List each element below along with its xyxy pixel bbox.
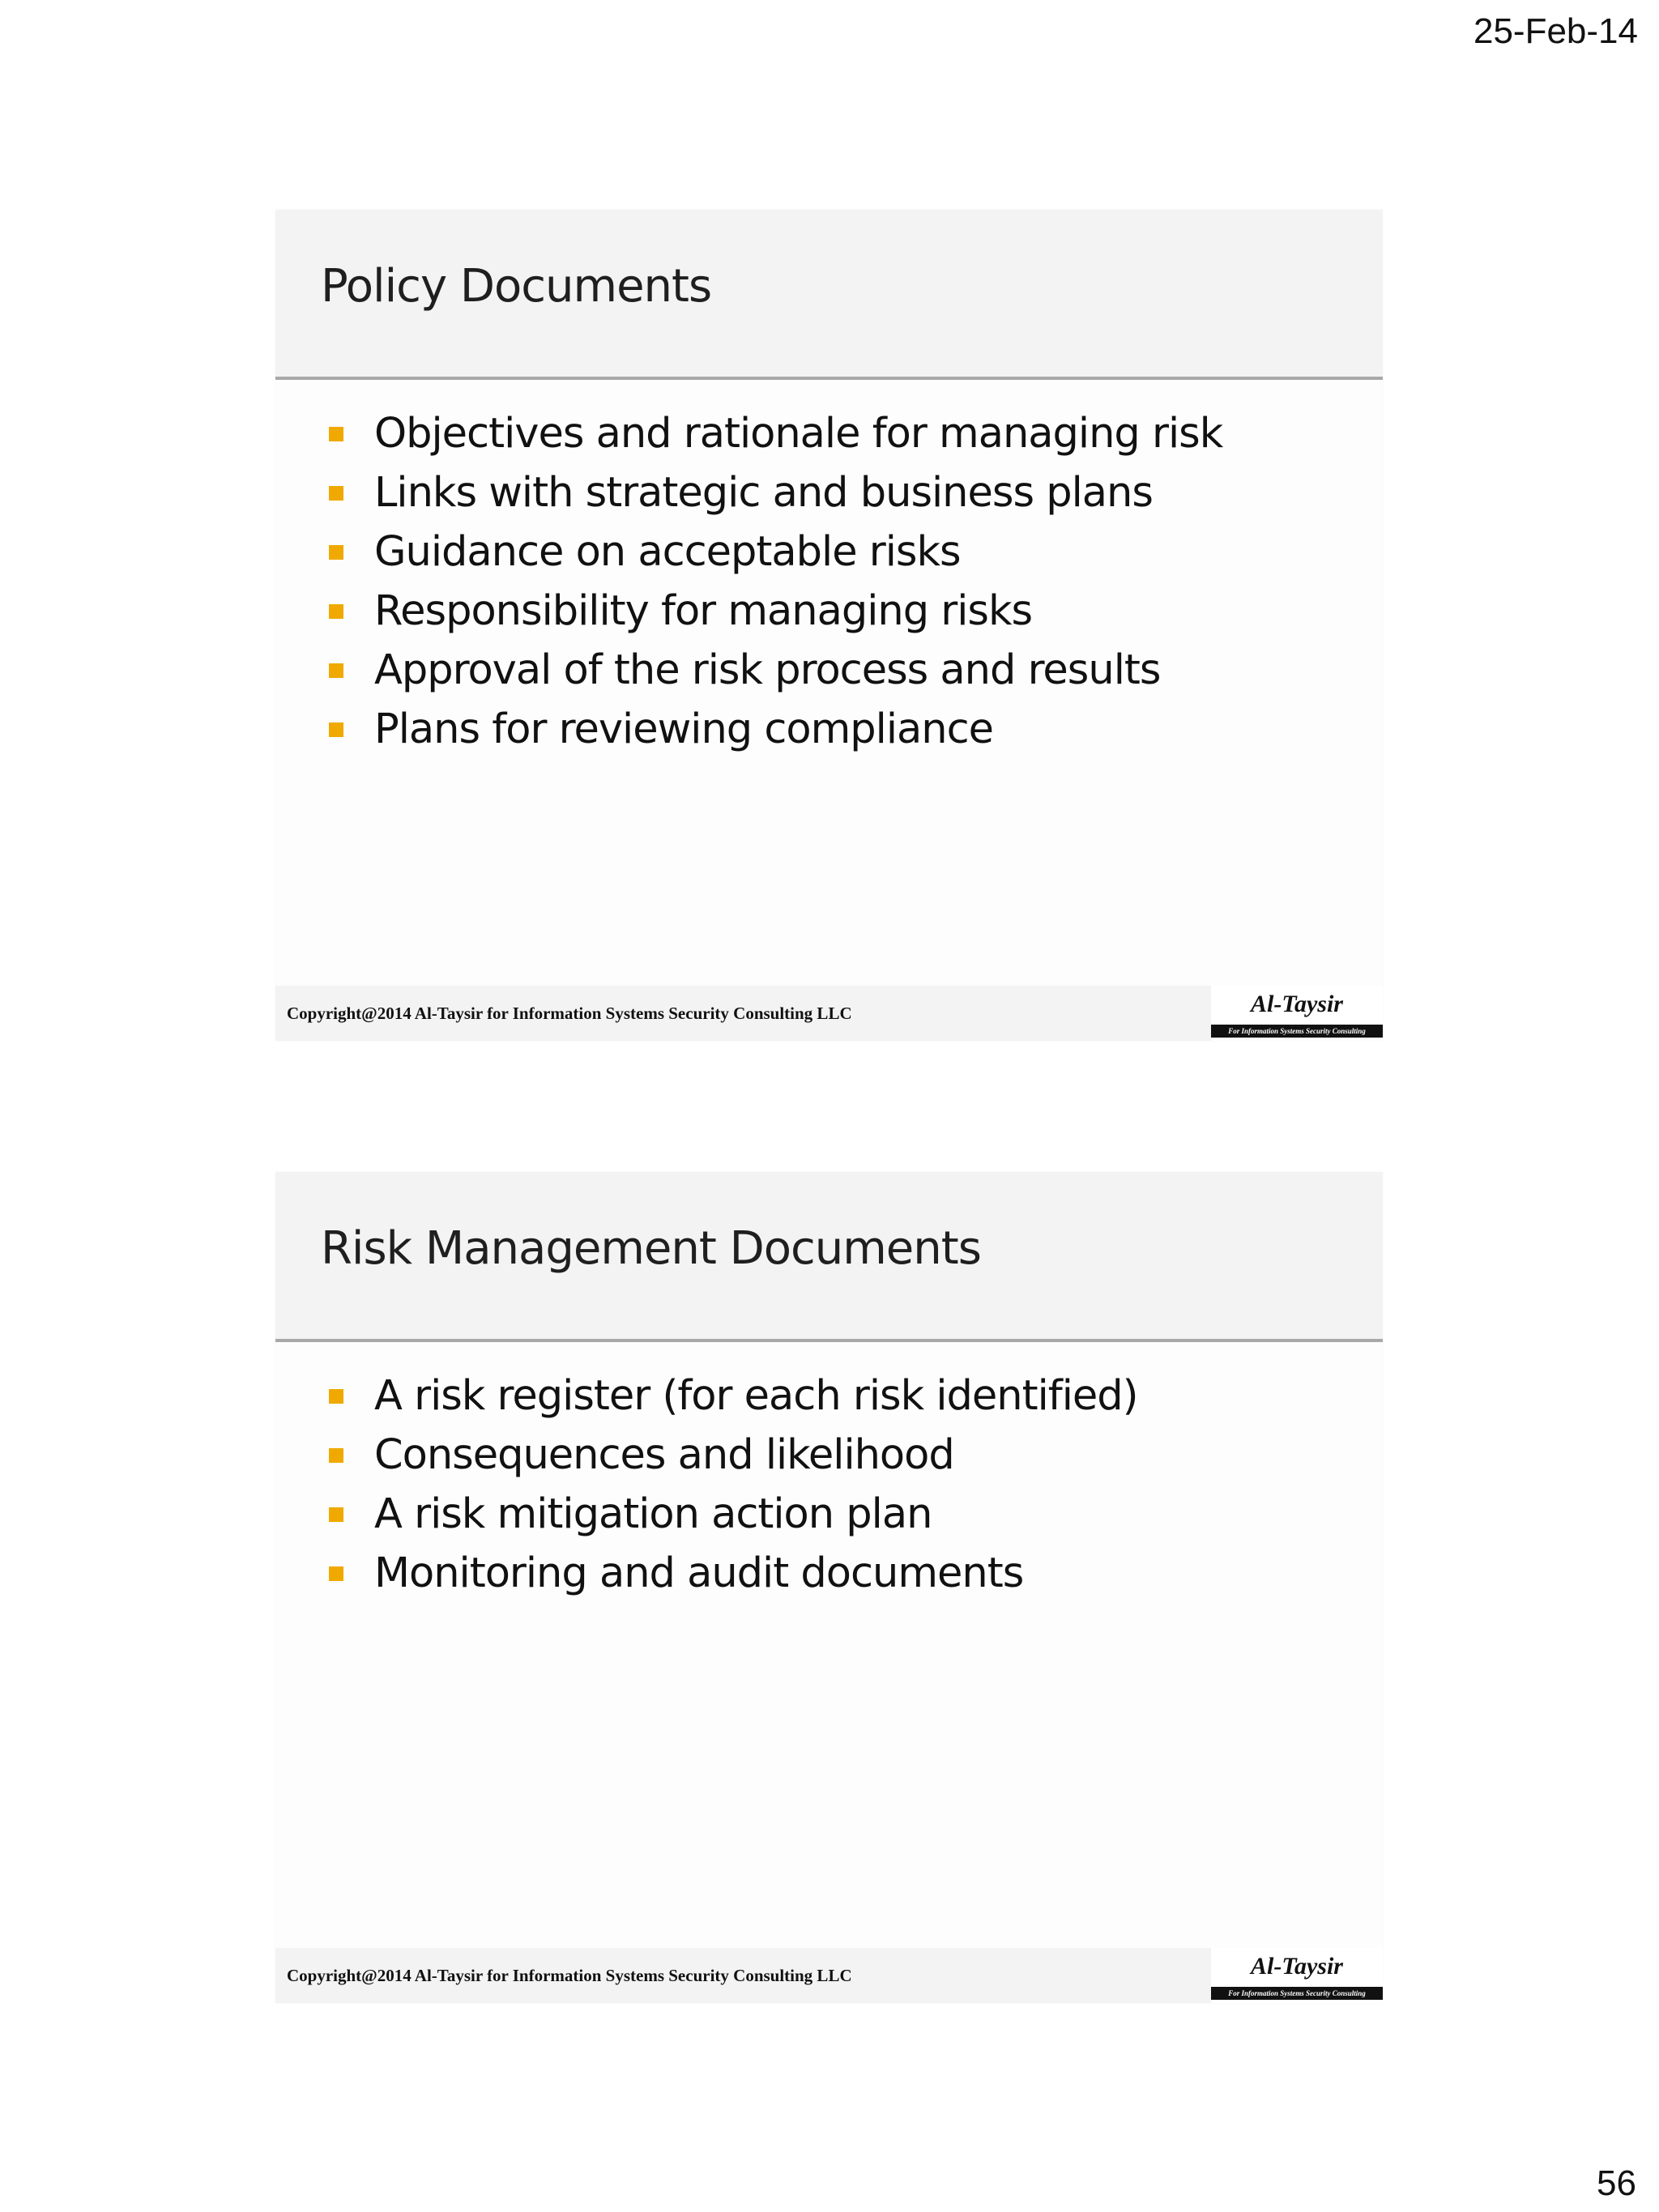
bullet-text: A risk register (for each risk identified) [374, 1372, 1138, 1420]
list-item [329, 700, 1222, 759]
logo-tagline: For Information Systems Security Consulting [1211, 1025, 1383, 1038]
company-logo [1211, 1948, 1383, 2003]
slide-policy-documents [275, 210, 1383, 1041]
bullet-text: Responsibility for managing risks [374, 587, 1033, 635]
slide-title: Risk Management Documents [321, 1222, 981, 1275]
bullet-text: A risk mitigation action plan [374, 1490, 932, 1538]
logo-name: Al-Taysir [1251, 991, 1343, 1017]
slide-title: Policy Documents [321, 260, 712, 313]
logo-name: Al-Taysir [1251, 1953, 1343, 1980]
bullet-text: Monitoring and audit documents [374, 1549, 1024, 1597]
bullet-text: Approval of the risk process and results [374, 646, 1161, 694]
bullet-list [329, 404, 1222, 759]
square-bullet-icon [329, 663, 343, 678]
square-bullet-icon [329, 604, 343, 619]
slide-risk-management-documents [275, 1172, 1383, 2003]
square-bullet-icon [329, 545, 343, 560]
square-bullet-icon [329, 427, 343, 441]
slide-footer [275, 986, 1383, 1041]
list-item [329, 641, 1222, 700]
square-bullet-icon [329, 1507, 343, 1522]
square-bullet-icon [329, 1566, 343, 1581]
slide-footer [275, 1948, 1383, 2003]
list-item [329, 1544, 1138, 1603]
page-number: 56 [1597, 2163, 1636, 2203]
footer-copyright: Copyright@2014 Al-Taysir for Information Systems Security Consulting LLC [287, 1966, 852, 1985]
logo-tagline: For Information Systems Security Consulting [1211, 1987, 1383, 2000]
bullet-text: Links with strategic and business plans [374, 469, 1153, 517]
footer-copyright: Copyright@2014 Al-Taysir for Information Systems Security Consulting LLC [287, 1004, 852, 1023]
slide-header [275, 1172, 1383, 1342]
square-bullet-icon [329, 722, 343, 737]
list-item [329, 1366, 1138, 1426]
list-item [329, 582, 1222, 641]
slide-header [275, 210, 1383, 380]
bullet-text: Plans for reviewing compliance [374, 705, 993, 753]
bullet-text: Consequences and likelihood [374, 1431, 954, 1479]
bullet-text: Objectives and rationale for managing risk [374, 410, 1223, 458]
list-item [329, 1485, 1138, 1544]
square-bullet-icon [329, 486, 343, 501]
list-item [329, 1426, 1138, 1485]
company-logo [1211, 986, 1383, 1041]
list-item [329, 463, 1222, 522]
square-bullet-icon [329, 1448, 343, 1463]
page-date: 25-Feb-14 [1473, 11, 1638, 51]
list-item [329, 522, 1222, 582]
bullet-text: Guidance on acceptable risks [374, 528, 961, 576]
list-item [329, 404, 1222, 463]
bullet-list [329, 1366, 1138, 1603]
square-bullet-icon [329, 1389, 343, 1404]
